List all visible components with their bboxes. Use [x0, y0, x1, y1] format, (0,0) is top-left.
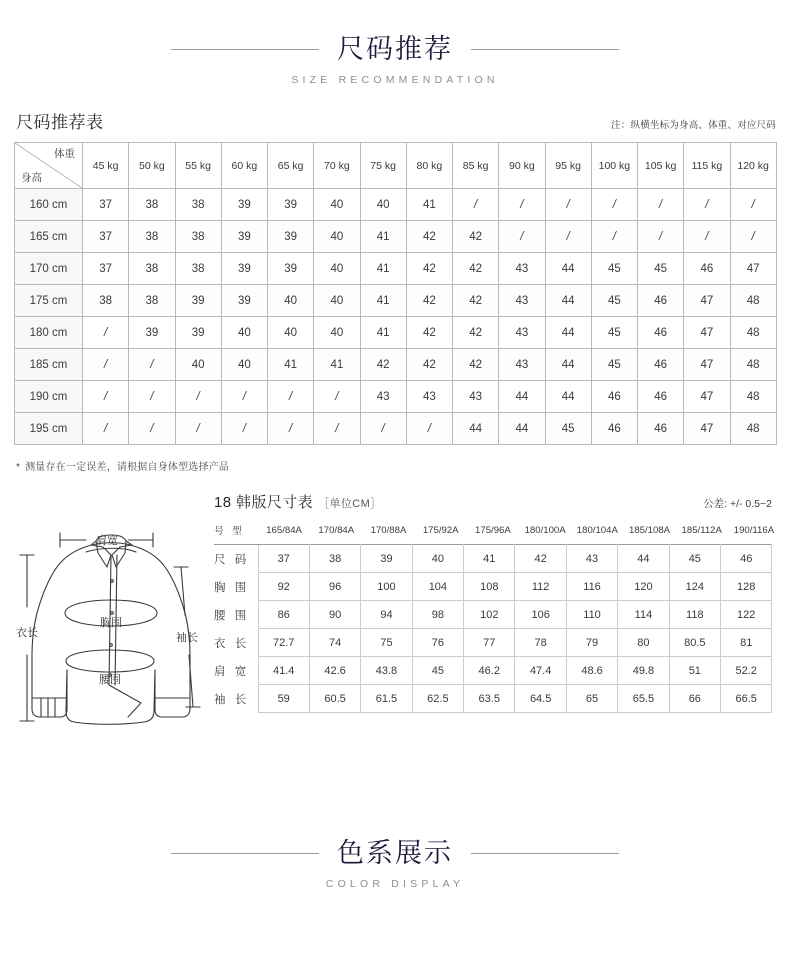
size-cell: 37: [83, 221, 129, 253]
table-row: [15, 285, 777, 317]
size-cell: 38: [129, 253, 175, 285]
weight-col-header: 100 kg: [591, 143, 637, 189]
size-cell: 38: [175, 221, 221, 253]
size-cell: 47: [730, 253, 776, 285]
height-row-header: 170 cm: [15, 253, 83, 285]
size-cell: /: [175, 381, 221, 413]
size-cell: 39: [221, 221, 267, 253]
spec-cell: 90: [309, 601, 360, 629]
size-cell: 39: [221, 285, 267, 317]
bottom-banner-title: 色系展示: [337, 838, 453, 868]
weight-col-header: 45 kg: [83, 143, 129, 189]
garment-spec-table: [214, 544, 772, 713]
chest-label-text: 胸围: [100, 616, 122, 630]
weight-col-header: 85 kg: [453, 143, 499, 189]
size-cell: 46: [638, 413, 684, 445]
size-cell: /: [730, 189, 776, 221]
size-cell: 44: [545, 381, 591, 413]
waist-label-text: 腰围: [99, 673, 121, 687]
size-cell: 38: [129, 221, 175, 253]
spec-cell: 75: [361, 629, 412, 657]
size-cell: 38: [83, 285, 129, 317]
spec-cell: 124: [669, 573, 720, 601]
size-cell: 44: [499, 381, 545, 413]
size-cell: /: [499, 221, 545, 253]
spec-cell: 108: [464, 573, 515, 601]
weight-col-header: 105 kg: [638, 143, 684, 189]
size-cell: 43: [499, 253, 545, 285]
table-row: [15, 221, 777, 253]
spec-cell: 62.5: [412, 685, 463, 713]
spec-cell: 64.5: [515, 685, 566, 713]
spec-table-row: [214, 601, 772, 629]
size-cell: 39: [268, 253, 314, 285]
table-row: [15, 189, 777, 221]
model-code-label: 号 型: [214, 526, 245, 538]
axis-label-weight: 体重: [54, 148, 75, 161]
weight-col-header: 80 kg: [406, 143, 452, 189]
height-row-header: 190 cm: [15, 381, 83, 413]
height-row-header: 165 cm: [15, 221, 83, 253]
table-row: [15, 253, 777, 285]
spec-cell: 46: [721, 545, 772, 573]
spec-cell: 104: [412, 573, 463, 601]
table-header: [15, 143, 777, 189]
model-code-value: 175/96A: [475, 524, 511, 536]
weight-col-header: 115 kg: [684, 143, 730, 189]
size-cell: 42: [453, 317, 499, 349]
spec-cell: 77: [464, 629, 515, 657]
axis-label-height: 身高: [21, 172, 42, 185]
bottom-banner-rule-right: [471, 853, 619, 854]
model-code-value: 175/92A: [422, 524, 459, 536]
size-cell: 46: [591, 381, 637, 413]
spec-table-body: [214, 545, 772, 713]
spec-header-row: [214, 491, 780, 512]
size-cell: /: [730, 221, 776, 253]
spec-cell: 128: [721, 573, 772, 601]
size-cell: 38: [129, 189, 175, 221]
table-row: [15, 381, 777, 413]
size-cell: /: [268, 381, 314, 413]
size-cell: 44: [545, 349, 591, 381]
spec-cell: 41.4: [258, 657, 309, 685]
spec-row-label: 衣 长: [214, 637, 250, 650]
model-code-value: 185/108A: [628, 524, 671, 536]
spec-table-row: [214, 573, 772, 601]
footnote-text: 测量存在一定误差，请根据自身体型选择产品: [25, 462, 230, 474]
spec-section: [0, 491, 790, 741]
recommend-table-note: 注：纵横坐标为身高、体重、对应尺码: [611, 120, 776, 132]
spec-cell: 96: [309, 573, 360, 601]
weight-col-header: 65 kg: [268, 143, 314, 189]
size-cell: 40: [314, 221, 360, 253]
size-cell: 42: [406, 221, 452, 253]
spec-row-label: 尺 码: [214, 545, 258, 573]
spec-row-label: 腰 围: [214, 609, 250, 622]
bottom-banner-subtitle: COLOR DISPLAY: [325, 878, 465, 891]
size-cell: 39: [175, 317, 221, 349]
weight-col-header: 90 kg: [499, 143, 545, 189]
table-header-row: [15, 143, 777, 189]
spec-cell: 38: [309, 545, 360, 573]
size-cell: 45: [591, 349, 637, 381]
table-body: [15, 189, 777, 445]
size-cell: 48: [730, 413, 776, 445]
spec-cell: 61.5: [361, 685, 412, 713]
size-cell: 46: [638, 317, 684, 349]
shoulder-width-label-text: 肩宽: [96, 534, 118, 548]
spec-table-area: [214, 491, 780, 713]
spec-cell: 112: [515, 573, 566, 601]
size-cell: 44: [545, 317, 591, 349]
size-cell: /: [129, 413, 175, 445]
size-cell: 39: [129, 317, 175, 349]
model-code-value: 190/116A: [733, 524, 775, 536]
size-cell: /: [591, 189, 637, 221]
weight-col-header: 50 kg: [129, 143, 175, 189]
size-cell: /: [83, 317, 129, 349]
size-cell: 48: [730, 317, 776, 349]
spec-cell: 102: [464, 601, 515, 629]
banner-title-row: [0, 34, 790, 65]
spec-cell: 66: [669, 685, 720, 713]
spec-cell: 100: [361, 573, 412, 601]
spec-cell: 63.5: [464, 685, 515, 713]
size-cell: 37: [83, 253, 129, 285]
page-subtitle: SIZE RECOMMENDATION: [291, 74, 499, 87]
size-cell: 48: [730, 381, 776, 413]
size-cell: 43: [453, 381, 499, 413]
size-cell: 46: [591, 413, 637, 445]
spec-cell: 59: [258, 685, 309, 713]
spec-cell: 43.8: [361, 657, 412, 685]
bottom-banner-title-row: [0, 838, 790, 869]
spec-cell: 106: [515, 601, 566, 629]
size-cell: /: [221, 381, 267, 413]
spec-row-label: 胸 围: [214, 581, 250, 594]
height-row-header: 195 cm: [15, 413, 83, 445]
sleeve-length-label-text: 袖长: [176, 631, 198, 645]
size-cell: 38: [129, 285, 175, 317]
size-cell: 42: [360, 349, 406, 381]
size-cell: 46: [684, 253, 730, 285]
size-cell: 39: [175, 285, 221, 317]
table-row: [15, 317, 777, 349]
model-code-value: 180/104A: [576, 524, 618, 536]
spec-cell: 43: [566, 545, 617, 573]
size-cell: 40: [268, 285, 314, 317]
size-cell: 41: [360, 253, 406, 285]
size-cell: 43: [360, 381, 406, 413]
model-code-value: 170/84A: [318, 524, 355, 536]
size-cell: 39: [268, 189, 314, 221]
spec-cell: 86: [258, 601, 309, 629]
page-title: 尺码推荐: [337, 34, 453, 64]
size-cell: 41: [268, 349, 314, 381]
spec-cell: 52.2: [721, 657, 772, 685]
size-cell: /: [314, 381, 360, 413]
model-code-value: 180/100A: [524, 524, 566, 536]
height-row-header: 160 cm: [15, 189, 83, 221]
banner-rule-right: [471, 49, 619, 50]
spec-table-row: [214, 545, 772, 573]
size-cell: 41: [406, 189, 452, 221]
size-cell: 40: [268, 317, 314, 349]
spec-cell: 65: [566, 685, 617, 713]
size-cell: 37: [83, 189, 129, 221]
size-cell: /: [314, 413, 360, 445]
spec-cell: 42.6: [309, 657, 360, 685]
size-cell: 42: [453, 221, 499, 253]
size-cell: /: [360, 413, 406, 445]
body-length-label-text: 衣长: [16, 626, 38, 640]
size-cell: 46: [638, 349, 684, 381]
axis-corner-cell: [15, 143, 83, 189]
size-cell: 44: [453, 413, 499, 445]
size-cell: /: [129, 381, 175, 413]
spec-cell: 39: [361, 545, 412, 573]
spec-cell: 47.4: [515, 657, 566, 685]
size-cell: 47: [684, 285, 730, 317]
spec-tolerance: 公差: +/- 0.5~2: [703, 498, 772, 511]
spec-cell: 80: [618, 629, 669, 657]
size-cell: 48: [730, 285, 776, 317]
spec-cell: 44: [618, 545, 669, 573]
size-recommendation-banner: [0, 0, 790, 86]
size-cell: 40: [360, 189, 406, 221]
size-cell: /: [175, 413, 221, 445]
spec-cell: 46.2: [464, 657, 515, 685]
weight-col-header: 70 kg: [314, 143, 360, 189]
spec-cell: 122: [721, 601, 772, 629]
size-cell: /: [499, 189, 545, 221]
spec-cell: 78: [515, 629, 566, 657]
size-cell: 43: [499, 285, 545, 317]
size-cell: 40: [314, 189, 360, 221]
spec-cell: 94: [361, 601, 412, 629]
spec-cell: 79: [566, 629, 617, 657]
spec-title: [214, 491, 382, 512]
size-cell: 42: [453, 285, 499, 317]
spec-cell: 65.5: [618, 685, 669, 713]
spec-cell: 74: [309, 629, 360, 657]
spec-cell: 41: [464, 545, 515, 573]
size-cell: 47: [684, 317, 730, 349]
spec-cell: 45: [669, 545, 720, 573]
size-cell: 40: [175, 349, 221, 381]
height-row-header: 180 cm: [15, 317, 83, 349]
spec-row-label: 袖 长: [214, 693, 250, 706]
size-cell: 45: [591, 253, 637, 285]
spec-cell: 98: [412, 601, 463, 629]
size-cell: 40: [221, 349, 267, 381]
size-cell: 38: [175, 253, 221, 285]
spec-cell: 49.8: [618, 657, 669, 685]
size-cell: 39: [221, 253, 267, 285]
size-cell: /: [83, 413, 129, 445]
size-cell: 42: [406, 253, 452, 285]
size-cell: 42: [406, 349, 452, 381]
size-cell: 48: [730, 349, 776, 381]
size-cell: /: [638, 221, 684, 253]
size-cell: 40: [314, 285, 360, 317]
model-code-value: 170/88A: [370, 524, 407, 536]
size-cell: /: [684, 189, 730, 221]
banner-rule-left: [171, 49, 319, 50]
size-cell: /: [268, 413, 314, 445]
size-cell: /: [591, 221, 637, 253]
size-cell: /: [638, 189, 684, 221]
spec-cell: 72.7: [258, 629, 309, 657]
spec-table-row: [214, 685, 772, 713]
weight-col-header: 55 kg: [175, 143, 221, 189]
recommend-table-title: 尺码推荐表: [16, 113, 104, 133]
spec-cell: 51: [669, 657, 720, 685]
spec-cell: 120: [618, 573, 669, 601]
size-cell: 42: [406, 317, 452, 349]
size-cell: /: [83, 349, 129, 381]
weight-col-header: 120 kg: [730, 143, 776, 189]
spec-cell: 110: [566, 601, 617, 629]
height-row-header: 185 cm: [15, 349, 83, 381]
size-cell: 44: [545, 253, 591, 285]
model-code-row: [214, 523, 780, 537]
spec-unit-text: ［单位CM］: [318, 498, 382, 511]
size-cell: 41: [360, 285, 406, 317]
size-cell: 47: [684, 349, 730, 381]
footnote-marker: *: [16, 462, 21, 474]
size-cell: 40: [314, 253, 360, 285]
shirt-diagram: [8, 495, 214, 727]
spec-cell: 45: [412, 657, 463, 685]
height-row-header: 175 cm: [15, 285, 83, 317]
size-cell: /: [453, 189, 499, 221]
spec-table-row: [214, 657, 772, 685]
size-cell: 46: [638, 285, 684, 317]
size-cell: /: [545, 189, 591, 221]
spec-cell: 40: [412, 545, 463, 573]
spec-cell: 118: [669, 601, 720, 629]
spec-cell: 81: [721, 629, 772, 657]
spec-cell: 66.5: [721, 685, 772, 713]
model-code-value: 185/112A: [681, 524, 722, 536]
size-cell: 40: [221, 317, 267, 349]
size-cell: 41: [360, 317, 406, 349]
size-cell: 44: [545, 285, 591, 317]
size-recommendation-table: [14, 142, 777, 445]
size-cell: 47: [684, 381, 730, 413]
size-cell: 39: [268, 221, 314, 253]
spec-table-row: [214, 629, 772, 657]
size-cell: /: [221, 413, 267, 445]
size-cell: 40: [314, 317, 360, 349]
size-cell: /: [684, 221, 730, 253]
size-cell: 39: [221, 189, 267, 221]
spec-cell: 116: [566, 573, 617, 601]
bottom-banner-rule-left: [171, 853, 319, 854]
size-cell: 45: [591, 317, 637, 349]
size-cell: /: [545, 221, 591, 253]
table-row: [15, 413, 777, 445]
spec-cell: 37: [258, 545, 309, 573]
spec-cell: 114: [618, 601, 669, 629]
weight-col-header: 75 kg: [360, 143, 406, 189]
recommend-footnote: [16, 458, 790, 473]
model-code-values: [258, 525, 780, 536]
spec-title-text: 18 韩版尺寸表: [214, 494, 314, 512]
size-cell: 43: [499, 317, 545, 349]
spec-cell: 48.6: [566, 657, 617, 685]
size-cell: 47: [684, 413, 730, 445]
size-cell: 45: [545, 413, 591, 445]
size-cell: 42: [453, 349, 499, 381]
weight-col-header: 60 kg: [221, 143, 267, 189]
size-cell: /: [83, 381, 129, 413]
size-cell: 46: [638, 381, 684, 413]
spec-cell: 42: [515, 545, 566, 573]
size-cell: 44: [499, 413, 545, 445]
size-cell: /: [129, 349, 175, 381]
size-cell: 41: [360, 221, 406, 253]
table-row: [15, 349, 777, 381]
spec-cell: 76: [412, 629, 463, 657]
spec-row-label: 肩 宽: [214, 665, 250, 678]
size-cell: 43: [499, 349, 545, 381]
model-code-value: 165/84A: [266, 524, 302, 536]
size-cell: 42: [453, 253, 499, 285]
recommend-subhead: [0, 108, 790, 133]
color-display-banner: [0, 838, 790, 890]
spec-cell: 60.5: [309, 685, 360, 713]
size-cell: /: [406, 413, 452, 445]
size-cell: 38: [175, 189, 221, 221]
spec-cell: 92: [258, 573, 309, 601]
size-cell: 45: [591, 285, 637, 317]
size-cell: 45: [638, 253, 684, 285]
weight-col-header: 95 kg: [545, 143, 591, 189]
size-cell: 43: [406, 381, 452, 413]
size-cell: 42: [406, 285, 452, 317]
size-cell: 41: [314, 349, 360, 381]
spec-cell: 80.5: [669, 629, 720, 657]
